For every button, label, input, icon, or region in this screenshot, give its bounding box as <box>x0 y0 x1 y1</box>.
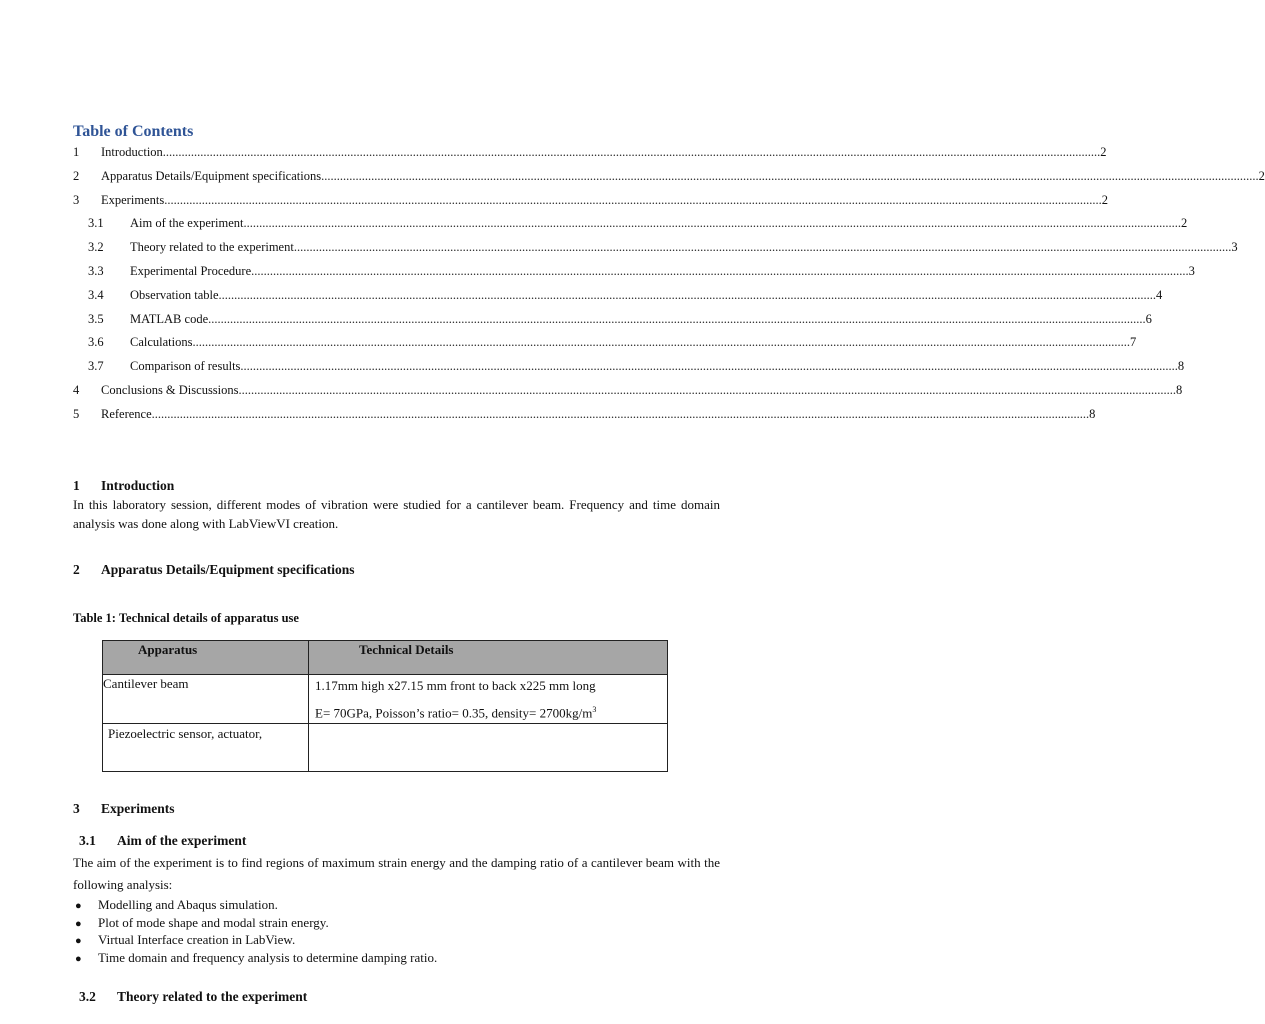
toc-entry-page: 8 <box>1089 406 1096 421</box>
list-item <box>73 915 437 933</box>
toc-entry[interactable] <box>73 145 1107 163</box>
table-row <box>103 724 668 772</box>
table-row <box>103 675 668 724</box>
toc-leader-dots: ............................................................................................................................................................................................................................................................................................................ <box>240 359 1178 374</box>
toc-entry-label: Apparatus Details/Equipment specifications <box>101 168 322 183</box>
toc-entry[interactable] <box>73 311 1152 330</box>
toc-entry-page: 8 <box>1177 359 1185 374</box>
toc-entry-number: 3.7 <box>88 359 104 374</box>
toc-entry-page: 8 <box>1176 383 1183 397</box>
table-header-row <box>103 641 668 675</box>
toc-entry[interactable] <box>73 168 1265 187</box>
toc-entry-page: 6 <box>1145 311 1152 326</box>
bullet-icon: ● <box>75 935 82 947</box>
toc-leader-dots: ............................................................................................................................................................................................................................................................................................................ <box>321 168 1259 183</box>
toc-entry-page: 7 <box>1130 335 1137 350</box>
toc-entry-page: 2 <box>1181 216 1188 231</box>
bullet-icon: ● <box>75 900 82 912</box>
toc-entry[interactable] <box>73 383 1183 401</box>
list-item-text: Time domain and frequency analysis to determine damping ratio. <box>98 949 438 965</box>
list-item <box>73 950 437 968</box>
toc-entry-label: Reference <box>101 406 152 421</box>
toc-leader-dots: ............................................................................................................................................................................................................................................................................................................ <box>162 145 1101 159</box>
toc-entry-label: Aim of the experiment <box>130 216 244 231</box>
toc-leader-dots: ............................................................................................................................................................................................................................................................................................................ <box>164 192 1102 207</box>
toc-entry-page: 3 <box>1231 240 1238 255</box>
toc-entry-label: MATLAB code <box>130 311 209 326</box>
toc-entry-label: Calculations <box>130 335 193 350</box>
bullet-icon: ● <box>75 917 82 930</box>
aim-bullet-list <box>73 897 437 967</box>
toc-entry[interactable] <box>73 264 1195 282</box>
toc-leader-dots: ............................................................................................................................................................................................................................................................................................................ <box>151 406 1090 421</box>
toc-entry-label: Experiments <box>101 192 165 207</box>
toc-entry[interactable] <box>73 240 1238 258</box>
toc-entry-number: 5 <box>73 406 80 421</box>
introduction-paragraph: In this laboratory session, different modes of vibration were studied for a cantilever beam. Frequency and time domain analysis was done along with LabViewVI creation. <box>73 497 720 531</box>
apparatus-table <box>102 640 668 772</box>
toc-entry-page: 2 <box>1258 168 1265 183</box>
toc-leader-dots: ............................................................................................................................................................................................................................................................................................................ <box>251 264 1189 278</box>
table-cell-details <box>309 724 668 772</box>
toc-entry-page: 2 <box>1101 192 1108 207</box>
toc-entry-label: Comparison of results <box>130 359 241 374</box>
toc-entry-label: Observation table <box>130 287 219 302</box>
toc-entry-number: 3.5 <box>88 311 104 326</box>
toc-entry-page: 2 <box>1100 145 1107 159</box>
toc-entry-page: 3 <box>1188 264 1195 278</box>
toc-entry[interactable] <box>73 406 1096 425</box>
toc-entry[interactable] <box>73 216 1188 234</box>
toc-leader-dots: ............................................................................................................................................................................................................................................................................................................ <box>238 383 1177 397</box>
toc-entry-number: 3.2 <box>88 240 104 255</box>
list-item-text: Plot of mode shape and modal strain energy. <box>98 914 329 930</box>
list-item-text: Modelling and Abaqus simulation. <box>98 897 278 912</box>
toc-entry[interactable] <box>73 335 1137 353</box>
subsection-heading-theory: 3.2 Theory related to the experiment <box>79 989 308 1004</box>
toc-leader-dots: ............................................................................................................................................................................................................................................................................................................ <box>218 287 1157 302</box>
section-heading-introduction: 1 Introduction <box>73 478 175 493</box>
toc-entry-label: Theory related to the experiment <box>130 240 294 255</box>
toc-entry[interactable] <box>73 287 1163 306</box>
bullet-icon: ● <box>75 952 82 965</box>
list-item-text: Virtual Interface creation in LabView. <box>98 932 296 947</box>
toc-entry-page: 4 <box>1156 287 1163 302</box>
list-item <box>73 932 437 950</box>
section-heading-experiments: 3 Experiments <box>73 801 175 816</box>
toc-entry-number: 3.1 <box>88 216 104 231</box>
toc-entry-label: Conclusions & Discussions <box>101 383 239 397</box>
toc-title: Table of Contents <box>73 123 194 140</box>
table-cell-details: 1.17mm high x27.15 mm front to back x225 mm long E= 70GPa, Poisson’s ratio= 0.35, density= $2700kg/m^3$ <box>309 675 668 724</box>
table-header-details: Technical Details <box>309 641 668 675</box>
toc-entry[interactable] <box>73 359 1185 377</box>
toc-leader-dots: ............................................................................................................................................................................................................................................................................................................ <box>243 216 1182 231</box>
table-cell-apparatus: Piezoelectric sensor, actuator, <box>103 724 309 772</box>
toc-entry-number: 3.3 <box>88 264 104 278</box>
subsection-heading-aim: 3.1 Aim of the experiment <box>79 833 247 848</box>
table-caption: Table 1: Technical details of apparatus use <box>73 611 299 625</box>
toc-leader-dots: ............................................................................................................................................................................................................................................................................................................ <box>208 311 1146 326</box>
toc-entry[interactable] <box>73 192 1108 211</box>
toc-entry-number: 3.4 <box>88 287 104 302</box>
table-header-apparatus: Apparatus <box>103 641 309 675</box>
toc-entry-label: Experimental Procedure <box>130 264 252 278</box>
toc-entry-label: Introduction <box>101 145 163 159</box>
list-item <box>73 897 437 915</box>
toc-entry-number: 4 <box>73 383 80 397</box>
toc-entry-number: 2 <box>73 168 80 183</box>
toc-leader-dots: ............................................................................................................................................................................................................................................................................................................ <box>293 240 1232 255</box>
toc-entry-number: 1 <box>73 145 80 159</box>
table-cell-apparatus: Cantilever beam <box>103 675 309 724</box>
section-heading-apparatus: 2 Apparatus Details/Equipment specifications <box>73 562 355 577</box>
aim-paragraph: The aim of the experiment is to find regions of maximum strain energy and the damping ratio of a cantilever beam with the following analysis: <box>73 855 720 892</box>
toc-leader-dots: ............................................................................................................................................................................................................................................................................................................ <box>192 335 1130 350</box>
toc-entry-number: 3 <box>73 192 80 207</box>
toc-entry-number: 3.6 <box>88 335 104 350</box>
